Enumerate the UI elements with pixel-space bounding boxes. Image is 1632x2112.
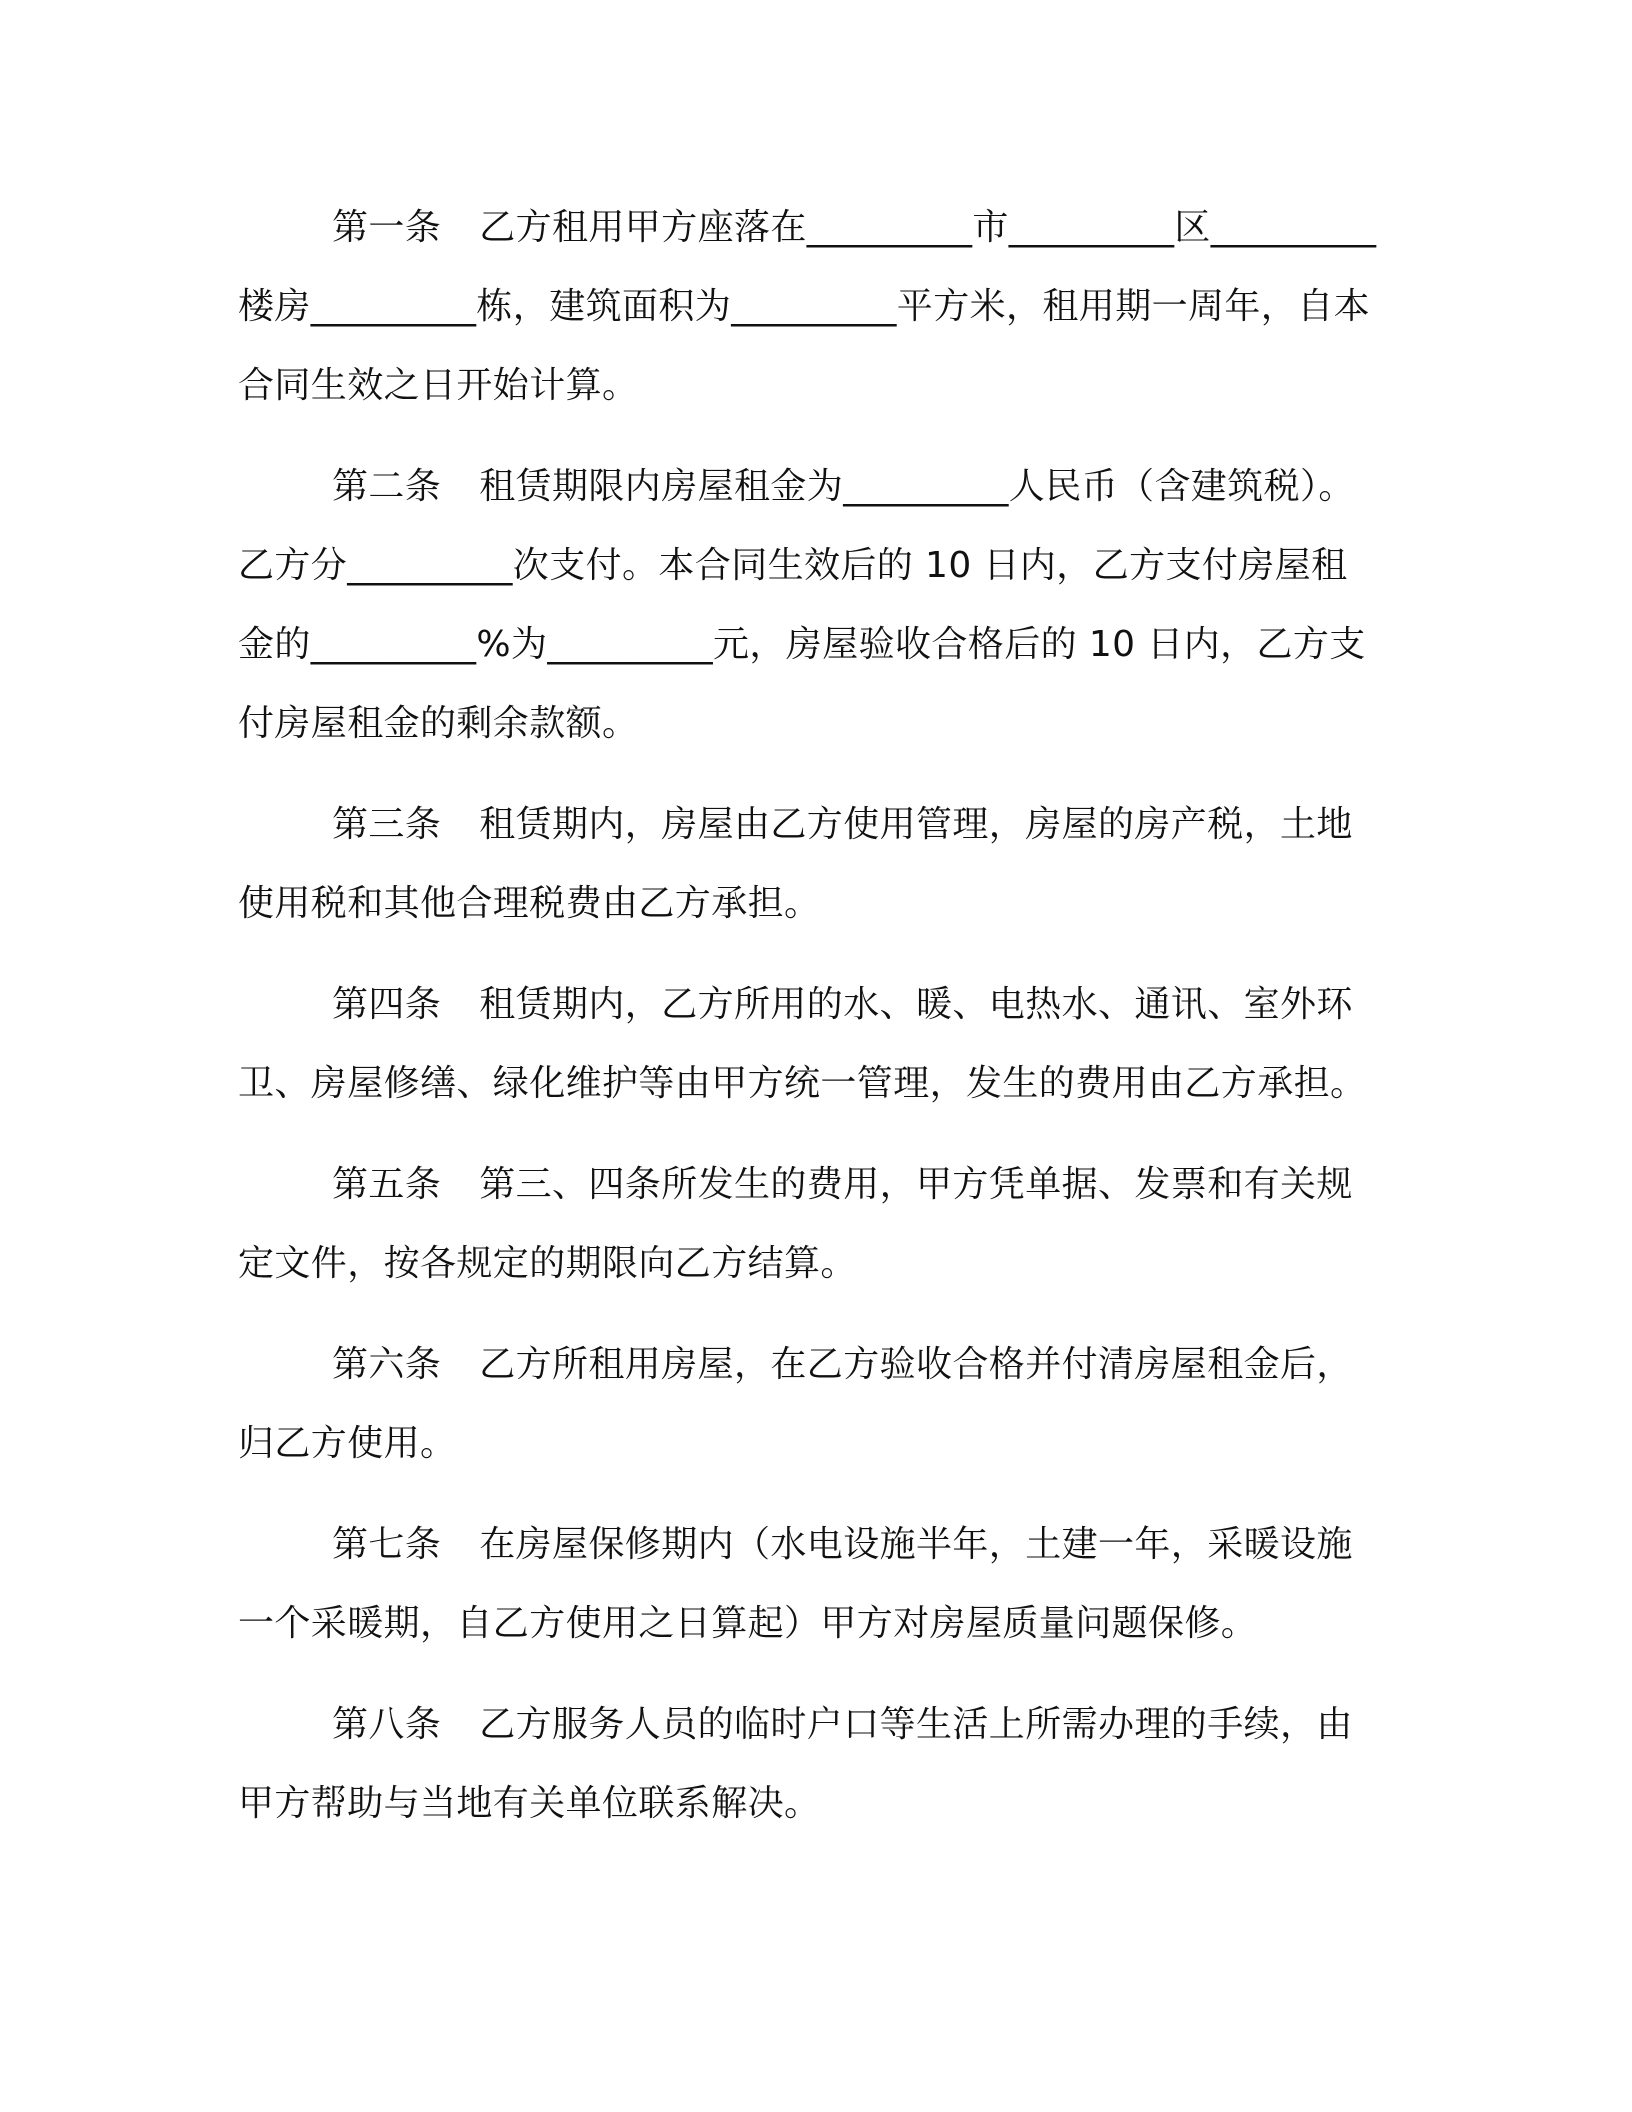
clause-8	[238, 1685, 1378, 1843]
clause-number: 第三条	[332, 804, 442, 845]
clause-text: 租赁期内，乙方所用的水、暖、电热水、通讯、室外环卫、房屋修缮、绿化维护等由甲方统一管理，发生的费用由乙方承担。	[238, 984, 1367, 1104]
clause-text: 在房屋保修期内（水电设施半年，土建一年，采暖设施一个采暖期，自乙方使用之日算起）甲方对房屋质量问题保修。	[238, 1524, 1353, 1644]
clause-text: 乙方所租用房屋，在乙方验收合格并付清房屋租金后，归乙方使用。	[238, 1344, 1353, 1464]
clause-number: 第四条	[332, 984, 442, 1025]
clause-text: 第三、四条所发生的费用，甲方凭单据、发票和有关规定文件，按各规定的期限向乙方结算。	[238, 1164, 1353, 1284]
clause-number: 第七条	[332, 1524, 442, 1565]
clause-5	[238, 1145, 1378, 1303]
clause-text: 乙方租用甲方座落在_________市_________区_________楼房_________栋，建筑面积为_________平方米，租用期一周年，自本合同生效之日开始计算。	[238, 207, 1377, 406]
clause-number: 第一条	[332, 207, 442, 248]
clause-2	[238, 447, 1378, 763]
clause-6	[238, 1325, 1378, 1483]
clause-text: 租赁期限内房屋租金为_________人民币（含建筑税）。乙方分_________次支付。本合同生效后的 10 日内，乙方支付房屋租金的_________%为_________元，房屋验收合格后的 10 日内，乙方支付房屋租金的剩余款额。	[238, 466, 1366, 744]
clause-3	[238, 785, 1378, 943]
clause-number: 第二条	[332, 466, 442, 507]
contract-body	[238, 188, 1378, 1865]
clause-text: 租赁期内，房屋由乙方使用管理，房屋的房产税，土地使用税和其他合理税费由乙方承担。	[238, 804, 1353, 924]
clause-1	[238, 188, 1378, 425]
clause-number: 第六条	[332, 1344, 442, 1385]
clause-text: 乙方服务人员的临时户口等生活上所需办理的手续，由甲方帮助与当地有关单位联系解决。	[238, 1704, 1353, 1824]
clause-number: 第八条	[332, 1704, 442, 1745]
clause-4	[238, 965, 1378, 1123]
clause-number: 第五条	[332, 1164, 442, 1205]
clause-7	[238, 1505, 1378, 1663]
